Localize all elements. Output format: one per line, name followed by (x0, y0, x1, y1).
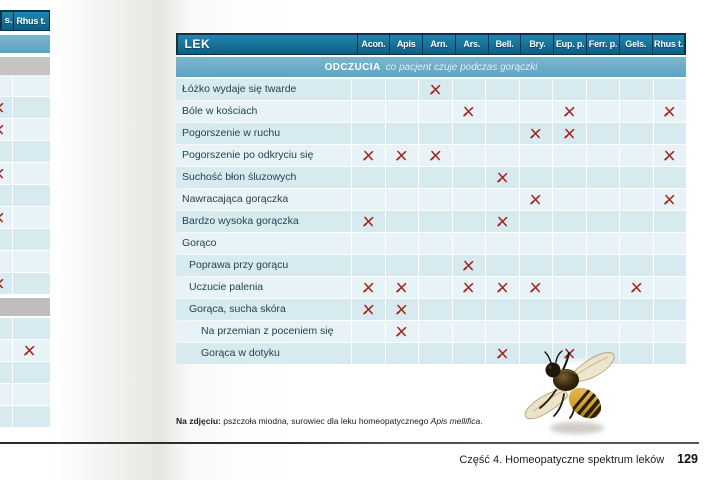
data-cell (654, 299, 687, 320)
section-subtitle: co pacjent czuje podczas gorączki (385, 61, 538, 73)
left-page-rows-bottom (0, 318, 50, 427)
left-page-row (0, 97, 50, 118)
data-cell (352, 123, 385, 144)
table-body (176, 79, 686, 364)
data-cell (386, 321, 419, 342)
data-cell (352, 211, 385, 232)
data-cell (587, 233, 620, 254)
data-cell (486, 167, 519, 188)
row-label: Łóżko wydaje się twarde (176, 79, 351, 100)
data-cell (620, 321, 653, 342)
x-mark-icon (530, 194, 541, 205)
x-mark-icon (363, 304, 374, 315)
left-page-row (0, 185, 50, 206)
caption-body: pszczoła miodna, surowiec dla leku homeopatycznego (220, 416, 431, 426)
data-cell (520, 321, 553, 342)
data-cell (486, 189, 519, 210)
data-cell (352, 189, 385, 210)
data-cell (453, 101, 486, 122)
data-cell (453, 255, 486, 276)
left-page-row (0, 318, 50, 339)
data-cell (553, 299, 586, 320)
data-cell (453, 189, 486, 210)
data-cell (453, 277, 486, 298)
x-mark-icon (363, 216, 374, 227)
column-header-ars: Ars. (456, 35, 488, 54)
x-mark-icon (664, 150, 675, 161)
x-mark-icon (530, 128, 541, 139)
data-cell (654, 123, 687, 144)
data-cell (587, 145, 620, 166)
data-cell (453, 299, 486, 320)
bee-head (546, 363, 561, 378)
left-page-gray-band-2 (0, 298, 50, 316)
column-header-arn: Arn. (423, 35, 455, 54)
data-cell (587, 255, 620, 276)
data-cell (352, 277, 385, 298)
data-cell (419, 277, 452, 298)
data-cell (453, 233, 486, 254)
data-cell (386, 211, 419, 232)
left-page-column-header-cut: s. (2, 12, 13, 30)
data-cell (520, 123, 553, 144)
data-cell (352, 343, 385, 364)
data-cell (620, 189, 653, 210)
x-mark-icon (664, 106, 675, 117)
table-header-row (176, 33, 686, 55)
page-footer (459, 452, 698, 466)
data-cell (587, 167, 620, 188)
data-cell (352, 255, 385, 276)
data-cell (453, 123, 486, 144)
x-mark-icon (497, 282, 508, 293)
row-label: Uczucie palenia (176, 277, 351, 298)
x-mark-icon (396, 326, 407, 337)
data-cell (453, 343, 486, 364)
row-label: Na przemian z poceniem się (176, 321, 351, 342)
data-cell (553, 255, 586, 276)
data-cell (419, 321, 452, 342)
x-mark-icon (497, 348, 508, 359)
row-label: Nawracająca gorączka (176, 189, 351, 210)
left-page-rows-top (0, 75, 50, 294)
data-cell (486, 255, 519, 276)
data-cell (486, 343, 519, 364)
data-cell (419, 189, 452, 210)
data-cell (654, 255, 687, 276)
table-section-row (176, 57, 686, 77)
section-title: ODCZUCIA (324, 61, 381, 73)
x-mark-icon (396, 282, 407, 293)
x-mark-icon (463, 282, 474, 293)
left-page-row (0, 207, 50, 228)
column-header-rhust: Rhus t. (653, 35, 685, 54)
data-cell (352, 79, 385, 100)
row-label: Gorąca w dotyku (176, 343, 351, 364)
bee-antennae (545, 351, 562, 363)
data-cell (520, 101, 553, 122)
data-cell (352, 321, 385, 342)
x-mark-icon (0, 168, 4, 179)
x-mark-icon (0, 278, 4, 289)
left-page-row (0, 163, 50, 184)
row-label: Bardzo wysoka gorączka (176, 211, 351, 232)
data-cell (352, 233, 385, 254)
data-cell (386, 277, 419, 298)
data-cell (352, 167, 385, 188)
data-cell (587, 277, 620, 298)
data-cell (620, 123, 653, 144)
left-page-row (0, 340, 50, 361)
column-header-acon: Acon. (358, 35, 390, 54)
data-cell (486, 79, 519, 100)
footer-page-number: 129 (677, 452, 698, 466)
data-cell (419, 299, 452, 320)
left-page-row (0, 141, 50, 162)
lek-header-cell: LEK (178, 35, 357, 54)
row-label: Pogorszenie w ruchu (176, 123, 351, 144)
data-cell (453, 79, 486, 100)
column-header-bell: Bell. (489, 35, 521, 54)
data-cell (587, 101, 620, 122)
x-mark-icon (0, 102, 4, 113)
caption-species: Apis mellifica (430, 416, 481, 426)
data-cell (654, 343, 687, 364)
data-cell (453, 321, 486, 342)
data-cell (654, 321, 687, 342)
bee-shadow (550, 422, 604, 434)
data-cell (553, 233, 586, 254)
data-cell (386, 167, 419, 188)
left-page-row (0, 75, 50, 96)
data-cell (419, 167, 452, 188)
data-cell (386, 233, 419, 254)
data-cell (486, 321, 519, 342)
x-mark-icon (463, 260, 474, 271)
left-page-row (0, 229, 50, 250)
data-cell (553, 101, 586, 122)
data-cell (620, 101, 653, 122)
honeybee-photo (520, 344, 636, 440)
data-cell (419, 79, 452, 100)
data-cell (654, 277, 687, 298)
row-label: Suchość błon śluzowych (176, 167, 351, 188)
data-cell (386, 145, 419, 166)
data-cell (620, 299, 653, 320)
data-cell (486, 145, 519, 166)
data-cell (419, 343, 452, 364)
photo-caption (176, 416, 483, 426)
x-mark-icon (497, 216, 508, 227)
x-mark-icon (396, 150, 407, 161)
data-cell (553, 211, 586, 232)
data-cell (654, 79, 687, 100)
data-cell (419, 123, 452, 144)
x-mark-icon (0, 212, 4, 223)
left-page-edge (0, 0, 50, 480)
data-cell (419, 145, 452, 166)
x-mark-icon (564, 106, 575, 117)
x-mark-icon (497, 172, 508, 183)
data-cell (620, 277, 653, 298)
row-label: Pogorszenie po odkryciu się (176, 145, 351, 166)
x-mark-icon (631, 282, 642, 293)
data-cell (553, 145, 586, 166)
data-cell (352, 299, 385, 320)
left-page-row (0, 273, 50, 294)
x-mark-icon (664, 194, 675, 205)
data-cell (520, 277, 553, 298)
x-mark-icon (564, 128, 575, 139)
data-cell (352, 101, 385, 122)
data-cell (352, 145, 385, 166)
data-cell (386, 299, 419, 320)
footer-section-title: Część 4. Homeopatyczne spektrum leków (459, 454, 665, 466)
data-cell (419, 101, 452, 122)
data-cell (587, 189, 620, 210)
data-cell (386, 343, 419, 364)
row-label: Gorąco (176, 233, 351, 254)
data-cell (620, 211, 653, 232)
row-label: Poprawa przy gorącu (176, 255, 351, 276)
data-cell (520, 189, 553, 210)
data-cell (419, 255, 452, 276)
data-cell (386, 123, 419, 144)
data-cell (486, 299, 519, 320)
data-cell (654, 211, 687, 232)
column-header-bry: Bry. (521, 35, 553, 54)
data-cell (520, 145, 553, 166)
caption-period: . (480, 416, 483, 426)
data-cell (654, 233, 687, 254)
x-mark-icon (530, 282, 541, 293)
data-cell (453, 211, 486, 232)
data-cell (520, 255, 553, 276)
data-cell (386, 255, 419, 276)
data-cell (453, 167, 486, 188)
column-header-gels: Gels. (620, 35, 652, 54)
left-page-gray-band (0, 57, 50, 75)
left-page-column-header-rhus: Rhus t. (14, 12, 49, 30)
data-cell (520, 299, 553, 320)
data-cell (553, 321, 586, 342)
data-cell (654, 145, 687, 166)
data-cell (587, 123, 620, 144)
column-header-ferrp: Ferr. p. (587, 35, 619, 54)
x-mark-icon (363, 150, 374, 161)
data-cell (486, 123, 519, 144)
data-cell (587, 211, 620, 232)
x-mark-icon (396, 304, 407, 315)
x-mark-icon (363, 282, 374, 293)
data-cell (620, 167, 653, 188)
row-label: Bóle w kościach (176, 101, 351, 122)
data-cell (486, 233, 519, 254)
x-mark-icon (430, 84, 441, 95)
data-cell (486, 211, 519, 232)
left-page-row (0, 251, 50, 272)
data-cell (587, 299, 620, 320)
data-cell (386, 79, 419, 100)
row-label: Gorąca, sucha skóra (176, 299, 351, 320)
left-page-row (0, 384, 50, 405)
data-cell (654, 167, 687, 188)
data-cell (587, 321, 620, 342)
data-cell (553, 167, 586, 188)
data-cell (453, 145, 486, 166)
data-cell (419, 233, 452, 254)
data-cell (520, 79, 553, 100)
x-mark-icon (0, 124, 4, 135)
data-cell (386, 101, 419, 122)
x-mark-icon (24, 345, 35, 356)
data-cell (620, 233, 653, 254)
data-cell (654, 189, 687, 210)
x-mark-icon (463, 106, 474, 117)
data-cell (386, 189, 419, 210)
left-page-row (0, 119, 50, 140)
left-page-row (0, 362, 50, 383)
left-page-header-row (0, 10, 50, 31)
data-cell (587, 79, 620, 100)
column-header-apis: Apis (390, 35, 422, 54)
data-cell (520, 167, 553, 188)
data-cell (553, 79, 586, 100)
data-cell (620, 79, 653, 100)
data-cell (620, 145, 653, 166)
x-mark-icon (430, 150, 441, 161)
left-page-row (0, 406, 50, 427)
data-cell (553, 189, 586, 210)
data-cell (520, 211, 553, 232)
left-page-section-band (0, 35, 50, 53)
data-cell (486, 277, 519, 298)
caption-lead: Na zdjęciu: (176, 416, 221, 426)
data-cell (620, 255, 653, 276)
column-header-eupp: Eup. p. (554, 35, 586, 54)
data-cell (654, 101, 687, 122)
data-cell (553, 277, 586, 298)
data-cell (486, 101, 519, 122)
data-cell (520, 233, 553, 254)
data-cell (419, 211, 452, 232)
footer-rule (0, 442, 699, 444)
data-cell (553, 123, 586, 144)
